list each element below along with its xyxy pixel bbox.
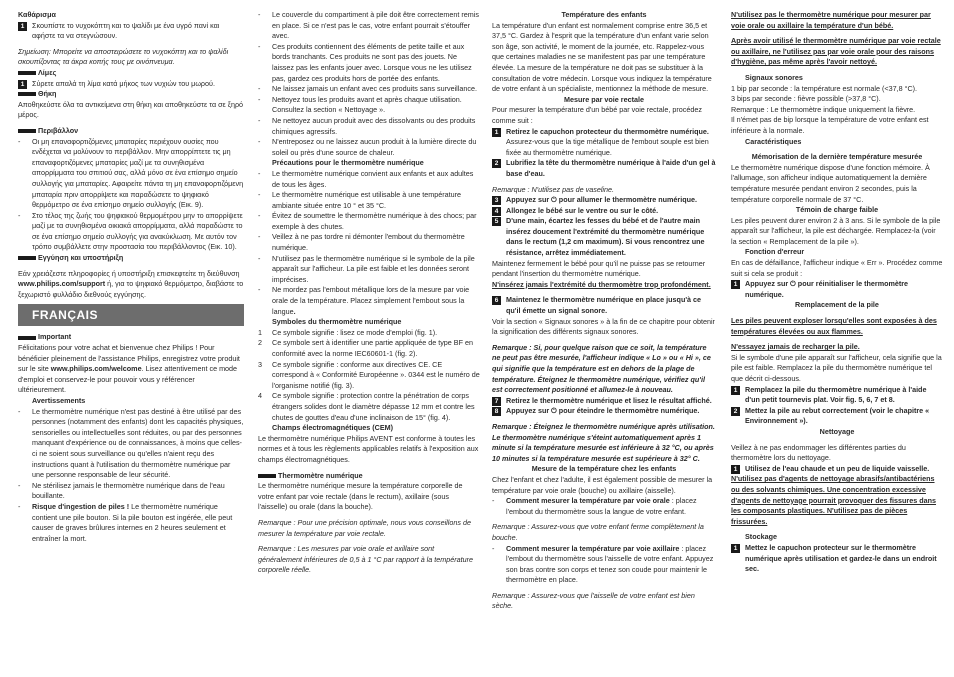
list-item: - Οι μη επαναφορτιζόμενες μπαταρίες περιέχουν ουσίες που ενδέχεται να μολύνουν το περιβάλλον. Μην απορρίπτετε τις μη επαναφορτιζόμενες μπαταρίες μαζί με τα συνηθισμένα απορρίμματα του σπιτιού σας, αλλά μόνο σε ένα επίσημο σημείο συλλογής για μπαταρίες. Αφαιρείτε πάντα τη μη επαναφορτιζόμενη μπαταρία πριν απορρίψετε και παραδώσετε το ψηφιακό θερμόμετρο σε ένα επίσημο σημείο συλλογής (Εικ. 9). xyxy=(18,136,244,210)
list-item: - Στο τέλος της ζωής του ψηφιακού θερμομέτρου μην το απορρίψετε μαζί με τα συνηθισμένα οικιακά απορρίμματα, αλλά παραδώστε το σε ένα επίσημο σημείο συλλογής για ανακύκλωση. Με αυτόν τον τρόπο συμβάλλετε στην προστασία του περιβάλλοντος (Εικ. 10). xyxy=(18,210,243,252)
paragraph: Εάν χρειάζεστε πληροφορίες ή υποστήριξη επισκεφτείτε τη διεύθυνση www.philips.com/support ή, για το ψηφιακό θερμόμετρο, διαβάστε το ξεχωριστό φυλλάδιο διεθνούς εγγύησης. xyxy=(18,268,244,299)
step-1: 1 Σύρετε απαλά τη λίμα κατά μήκος των νυχιών του μωρού. xyxy=(18,79,244,90)
note: Remarque : Assurez-vous que l'aisselle de votre enfant est bien sèche. xyxy=(492,590,695,611)
list-item: 4 Ce symbole signifie : protection contre la pénétration de corps étrangers solides dont le diamètre dépasse 12 mm et contre les chutes de gouttes d'eau d'une inclinaison de 15° (fig. 4). xyxy=(258,391,475,422)
paragraph: Le thermomètre numérique Philips AVENT est conforme à toutes les normes et à tous les règlements applicables relatifs à l'exposition aux champs électromagnétiques. xyxy=(258,433,479,464)
note: Σημείωση: Μπορείτε να αποστειρώσετε το νυχοκόπτη και το ψαλίδι σκουπίζοντας τα άκρα κοπής τους με οινόπνευμα. xyxy=(18,46,229,67)
step-8: 8 Appuyez sur ⏻ pour éteindre le thermomètre numérique. xyxy=(492,406,716,417)
column-3: Température des enfants La température d'un enfant est normalement comprise entre 36,5 et 37,5 °C. Gardez à l'esprit que la température d'un enfant varie selon son âge, son activité, le moment de la journée, etc. Rappelez-vous que certaines maladies ne se manifestent pas par une température élevée. La mesure de la température ne doit pas se substituer à la consultation de votre médecin. Lorsque vous indiquez la température de votre enfant à un spécialiste, mentionnez la méthode de mesure. Mesure par voie rectale Pour mesurer la température d'un bébé par voie rectale, procédez comme suit : 1 Retirez le capuchon protecteur du thermomètre numérique. Assurez-vous que la tige métallique de l'embout souple est bien fixée au thermomètre numérique. 2 Lubrifiez la tête du thermomètre numérique à l'aide d'un gel à base d'eau. Remarque : N'utilisez pas de vaseline. 3 Appuyez sur ⏻ pour allumer le thermomètre numérique. 4 Allongez le bébé sur le ventre ou sur le côté. 5 D'une main, écartez les fesses du bébé et de l'autre main insérez doucement l'extrémité du thermomètre numérique dans le rectum (1,2 cm maximum). Si vous rencontrez une résistance, arrêtez immédiatement. Maintenez fermement le bébé pour qu'il ne puisse pas se retourner pendant l'insertion du thermomètre numérique. N'insérez jamais l'extrémité du thermomètre trop profondément. 6 Maintenez le thermomètre numérique en place jusqu'à ce qu'il émette un signal sonore. Voir la section « Signaux sonores » à la fin de ce chapitre pour obtenir la signification des différents signaux sonores. Remarque : Si, pour quelque raison que ce soit, la température ne peut pas être mesurée, l'afficheur indique « Lo » ou « Hi », ce qui signifie que la température est en dehors de la plage de température. Éteignez le thermomètre numérique, vérifiez qu'il est correctement positionné et allumez-le à nouveau. 7 Retirez le thermomètre numérique et lisez le résultat affiché. 8 Appuyez sur ⏻ pour éteindre le thermomètre numérique. Remarque : Éteignez le thermomètre numérique après utilisation. Le thermomètre numérique s'éteint automatiquement après 1 minute si la température mesurée est inférieure à 32 °C, ou après 10 minutes si la température mesurée est supérieure à 32° C. Mesure de la température chez les enfants Chez l'enfant et chez l'adulte, il est également possible de mesurer la température par voie orale (bouche) ou axillaire (aisselle). - Comment mesurer la température par voie orale : placez l'embout du thermomètre sous la langue de votre enfant. Remarque : Assurez-vous que votre enfant ferme complètement la bouche. - Comment mesurer la température par voie axillaire : placez l'embout du thermomètre sous l'aisselle de votre enfant. Appuyez son bras contre son corps et tenez son coude pour maintenir le thermomètre en place. Remarque : Assurez-vous que l'aisselle de votre enfant est bien sèche. xyxy=(492,10,716,611)
section-heading-thermometer: Thermomètre numérique xyxy=(258,471,480,482)
list-item: - Évitez de soumettre le thermomètre numérique à des chocs; par exemple à des chutes. xyxy=(258,211,477,231)
support-link[interactable]: www.philips.com/support xyxy=(18,279,106,289)
section-heading-case: Θήκη xyxy=(18,89,244,100)
note: Remarque : Éteignez le thermomètre numérique après utilisation. Le thermomètre numérique s'éteint automatiquement après 1 minute si la température mesurée est inférieure à 32 °C, ou après 10 minutes si la température mesurée est supérieure à 32° C. xyxy=(492,421,715,463)
step-1: 1 Utilisez de l'eau chaude et un peu de liquide vaisselle. xyxy=(731,464,943,475)
note: Remarque : Si, pour quelque raison que ce soit, la température ne peut pas être mesurée, l'afficheur indique « Lo » ou « Hi », ce qui signifie que la température est en dehors de la plage de température. Éteignez le thermomètre numérique, vérifiez qu'il est correctement positionné et allumez-le à nouveau. xyxy=(492,342,711,395)
list-item: - Le thermomètre numérique n'est pas destiné à être utilisé par des personnes (notamment des enfants) dont les capacités physiques, sensorielles ou intellectuelles sont réduites, ou par des personnes manquant d'expérience ou de connaissances, à moins que celles-ci ne soient sous surveillance ou qu'elles n'aient reçu des instructions quant à l'utilisation du thermomètre numérique par une personne responsable de leur sécurité. xyxy=(18,406,244,480)
subheading-warnings: Avertissements xyxy=(32,396,86,405)
warning-underlined: Les piles peuvent exploser lorsqu'elles sont exposées à des températures élevées ou aux flammes. xyxy=(731,316,937,336)
column-4: N'utilisez pas le thermomètre numérique pour mesurer par voie orale ou axillaire la température d'un bébé. Après avoir utilisé le thermomètre numérique par voie rectale ou axillaire, ne l'utilisez pas par voie orale pour des raisons d'hygiène, pas même après l'avoir nettoyé. Signaux sonores 1 bip par seconde : la température est normale (<37,8 °C). 3 bips par seconde : fièvre possible (>37,8 °C). Remarque : Le thermomètre indique uniquement la fièvre. Il n'émet pas de bip lorsque la température de votre enfant est inférieure à la normale. Caractéristiques Mémorisation de la dernière température mesurée Le thermomètre numérique dispose d'une fonction mémoire. À l'allumage, son afficheur indique automatiquement la dernière température mesurée pendant environ 2 secondes, puis la température corporelle normale de 37 °C. Témoin de charge faible Les piles peuvent durer environ 2 à 3 ans. Si le symbole de la pile apparaît sur l'afficheur, la pile est déchargée. Remplacez-la (voir la section « Remplacement de la pile »). Fonction d'erreur En cas de défaillance, l'afficheur indique « Err ». Procédez comme suit si cela se produit : 1 Appuyez sur ⏻ pour réinitialiser le thermomètre numérique. Remplacement de la pile Les piles peuvent exploser lorsqu'elles sont exposées à des températures élevées ou aux flammes. N'essayez jamais de recharger la pile. Si le symbole d'une pile apparaît sur l'afficheur, cela signifie que la pile est faible. Remplacez la pile du thermomètre numérique tel que décrit ci-dessous. 1 Remplacez la pile du thermomètre numérique à l'aide d'un petit tournevis plat. Voir fig. 5, 6, 7 et 8. 2 Mettez la pile au rebut correctement (voir le chapitre « Environnement »). Nettoyage Veillez à ne pas endommager les différentes parties du thermomètre lors du nettoyage. 1 Utilisez de l'eau chaude et un peu de liquide vaisselle. N'utilisez pas d'agents de nettoyage abrasifs/antibactériens ou des solvants chimiques. Une concentration excessive d'agents de nettoyage pourrait provoquer des fissures dans les composants plastiques. N'utilisez pas de pièces frissurées. Stockage 1 Mettez le capuchon protecteur sur le thermomètre numérique après utilisation et gardez-le dans un endroit sec. xyxy=(731,10,943,574)
warning-underlined: N'utilisez pas d'agents de nettoyage abrasifs/antibactériens ou des solvants chimiques. Une concentration excessive d'agents de nettoyage pourrait provoquer des fissures dans les composants plastiques. N'utilisez pas de pièces frissurées. xyxy=(731,474,937,526)
list-item: - Comment mesurer la température par voie axillaire : placez l'embout du thermomètre sous l'aisselle de votre enfant. Appuyez son bras contre son corps et tenez son coude pour maintenir le thermomètre en place. xyxy=(492,543,714,585)
note: Remarque : Assurez-vous que votre enfant ferme complètement la bouche. xyxy=(492,522,704,542)
section-heading-important: Important xyxy=(18,332,244,343)
step-6: 6 Maintenez le thermomètre numérique en place jusqu'à ce qu'il émette un signal sonore. xyxy=(492,295,716,316)
list-item: - Comment mesurer la température par voie orale : placez l'embout du thermomètre sous la langue de votre enfant. xyxy=(492,496,697,516)
subheading-adult: Mesure de la température chez les enfants xyxy=(531,464,677,474)
paragraph: La température d'un enfant est normalement comprise entre 36,5 et 37,5 °C. Gardez à l'esprit que la température d'un enfant varie selon son âge, son activité, le moment de la journée, etc. Rappelez-vous que certaines maladies ne se manifestent pas par une température élevée. La mesure de la température ne doit pas se substituer à la consultation de votre médecin. Lorsque vous indiquez la température de votre enfant à un spécialiste, mentionnez la méthode de mesure. xyxy=(492,20,712,94)
subheading-rectal: Mesure par voie rectale xyxy=(564,94,644,104)
note: Remarque : Les mesures par voie orale et axillaire sont généralement inférieures de 0,5 à 1 °C par rapport à la température corporelle réelle. xyxy=(258,544,474,575)
list-item: - Ne laissez jamais un enfant avec ces produits sans surveillance. xyxy=(258,84,477,94)
subheading-child-temperature: Température des enfants xyxy=(561,10,647,19)
subheading-emf: Champs électromagnétiques (CEM) xyxy=(272,423,394,433)
list-item: - Veillez à ne pas tordre ni démonter l'embout du thermomètre numérique. xyxy=(258,232,465,253)
list-item: - N'utilisez pas le thermomètre numérique si le symbole de la pile apparaît sur l'afficheur. La pile est faible et les données seront imprécises. xyxy=(258,253,475,284)
list-item: - Le couvercle du compartiment à pile doit être correctement remis en place. Si ce n'est pas le cas, votre enfant pourrait s'étouffer avec. xyxy=(258,10,479,41)
list-item: 2 Ce symbole sert à identifier une partie appliquée de type BF en conformité avec la norme IEC60601-1 (fig. 2). xyxy=(258,338,473,358)
list-item: 3 Ce symbole signifie : conforme aux directives CE. CE correspond à « Conformité Européenne ». 0344 est le numéro de l'organisme notifié (fig. 3). xyxy=(258,359,480,390)
list-item: - N'entreposez ou ne laissez aucun produit à la lumière directe du soleil ou près d'une source de chaleur. xyxy=(258,137,477,157)
list-item: - Nettoyez tous les produits avant et après chaque utilisation. Consultez la section « Nettoyage ». xyxy=(258,94,462,115)
list-item: - Ces produits contiennent des éléments de petite taille et aux bords tranchants. Ces produits ne sont pas des jouets. Ne laissez pas les enfants jouer avec. Lorsque vous ne les utilisez pas, gardez ces produits hors de portée des enfants. xyxy=(258,41,472,83)
step-5: 5 D'une main, écartez les fesses du bébé et de l'autre main insérez doucement l'extrémité du thermomètre numérique dans le rectum (1,2 cm maximum). Si vous rencontrez une résistance, arrêtez immédiatement. xyxy=(492,216,716,258)
language-band: FRANÇAIS xyxy=(18,304,244,326)
warning-underlined: N'utilisez pas le thermomètre numérique pour mesurer par voie orale ou axillaire la température d'un bébé. xyxy=(731,10,931,30)
step-1: 1 Retirez le capuchon protecteur du thermomètre numérique. xyxy=(492,127,716,138)
step-7: 7 Retirez le thermomètre numérique et lisez le résultat affiché. xyxy=(492,396,716,407)
note: Remarque : Pour une précision optimale, nous vous conseillons de mesurer la température par voie rectale. xyxy=(258,517,471,538)
subheading-memory: Mémorisation de la dernière température mesurée xyxy=(751,152,923,162)
warning-underlined: N'insérez jamais l'extrémité du thermomètre trop profondément. xyxy=(492,279,711,289)
step-1: 1 Σκουπίστε το νυχοκόπτη και το ψαλίδι με ένα υγρό πανί και αφήστε τα να στεγνώσουν. xyxy=(18,21,244,42)
warning-underlined: Après avoir utilisé le thermomètre numérique par voie rectale ou axillaire, ne l'utilisez pas par voie orale pour des raisons d'hygiène, pas même après l'avoir nettoyé. xyxy=(731,36,941,67)
warning-underlined: N'essayez jamais de recharger la pile. xyxy=(731,342,860,352)
paragraph: Félicitations pour votre achat et bienvenue chez Philips ! Pour bénéficier pleinement de l'assistance Philips, enregistrez votre produit sur le site www.philips.com/welcome. Lisez attentivement ce mode d'emploi et conservez-le pour pouvoir vous y référencer ultérieurement. xyxy=(18,343,240,395)
subheading-storage: Stockage xyxy=(745,532,777,542)
list-item: - Risque d'ingestion de piles ! Le thermomètre numérique contient une pile bouton. Si la pile bouton est ingérée, elle peut causer de graves brûlures internes en 2 heures seulement et entraîner la mort. xyxy=(18,501,233,543)
step-2: 2 Lubrifiez la tête du thermomètre numérique à l'aide d'un gel à base d'eau. xyxy=(492,158,716,179)
step-3: 3 Appuyez sur ⏻ pour allumer le thermomètre numérique. xyxy=(492,195,716,206)
subheading-error: Fonction d'erreur xyxy=(745,247,805,257)
list-item: 1 Ce symbole signifie : lisez ce mode d'emploi (fig. 1). xyxy=(258,327,438,337)
subheading-battery-replacement: Remplacement de la pile xyxy=(795,300,879,310)
list-item: - Le thermomètre numérique convient aux enfants et aux adultes de tous les âges. xyxy=(258,168,474,189)
subheading-signals: Signaux sonores xyxy=(745,72,803,82)
section-heading-warranty: Εγγύηση και υποστήριξη xyxy=(18,253,244,264)
list-item: - Ne stérilisez jamais le thermomètre numérique dans de l'eau bouillante. xyxy=(18,480,225,501)
list-item: - Ne mordez pas l'embout métallique lors de la mesure par voie orale de la température. Placez simplement l'embout sous la langue. xyxy=(258,285,470,316)
section-heading-environment: Περιβάλλον xyxy=(18,126,244,137)
step-2: 2 Mettez la pile au rebut correctement (voir le chapitre « Environnement »). xyxy=(731,406,943,427)
section-heading-cleaning: Καθάρισμα xyxy=(18,10,56,19)
step-1: 1 Remplacez la pile du thermomètre numérique à l'aide d'un petit tournevis plat. Voir fig. 5, 6, 7 et 8. xyxy=(731,385,943,406)
section-heading-files: Λίμες xyxy=(18,68,244,79)
subheading-cleaning: Nettoyage xyxy=(819,426,855,436)
list-item: - Ne nettoyez aucun produit avec des dissolvants ou des produits chimiques agressifs. xyxy=(258,115,476,136)
paragraph: Le thermomètre numérique mesure la température corporelle de votre enfant par voie rectale (dans le rectum), axillaire (sous l'aisselle) ou orale (dans la bouche). xyxy=(258,481,463,512)
step-4: 4 Allongez le bébé sur le ventre ou sur le côté. xyxy=(492,206,716,217)
paragraph: Αποθηκεύστε όλα τα αντικείμενα στη θήκη και αποθηκεύστε τα σε ξηρό μέρος. xyxy=(18,99,244,120)
column-2 xyxy=(258,10,480,576)
subheading-features: Caractéristiques xyxy=(745,136,802,146)
subheading-low-battery: Témoin de charge faible xyxy=(795,205,879,215)
welcome-link[interactable]: www.philips.com/welcome xyxy=(50,364,142,374)
subheading-symbols: Symboles du thermomètre numérique xyxy=(272,317,402,327)
step-1: 1 Mettez le capuchon protecteur sur le thermomètre numérique après utilisation et gardez-le dans un endroit sec. xyxy=(731,543,943,575)
note: Remarque : N'utilisez pas de vaseline. xyxy=(492,184,615,194)
column-1 xyxy=(18,10,244,544)
subheading-precautions: Précautions pour le thermomètre numérique xyxy=(272,158,424,168)
paragraph: Pour mesurer la température d'un bébé par voie rectale, procédez comme suit : xyxy=(492,105,702,125)
step-1: 1 Appuyez sur ⏻ pour réinitialiser le thermomètre numérique. xyxy=(731,279,943,300)
list-item: - Le thermomètre numérique est utilisable à une température ambiante située entre 10 ° et 35 °C. xyxy=(258,190,461,210)
